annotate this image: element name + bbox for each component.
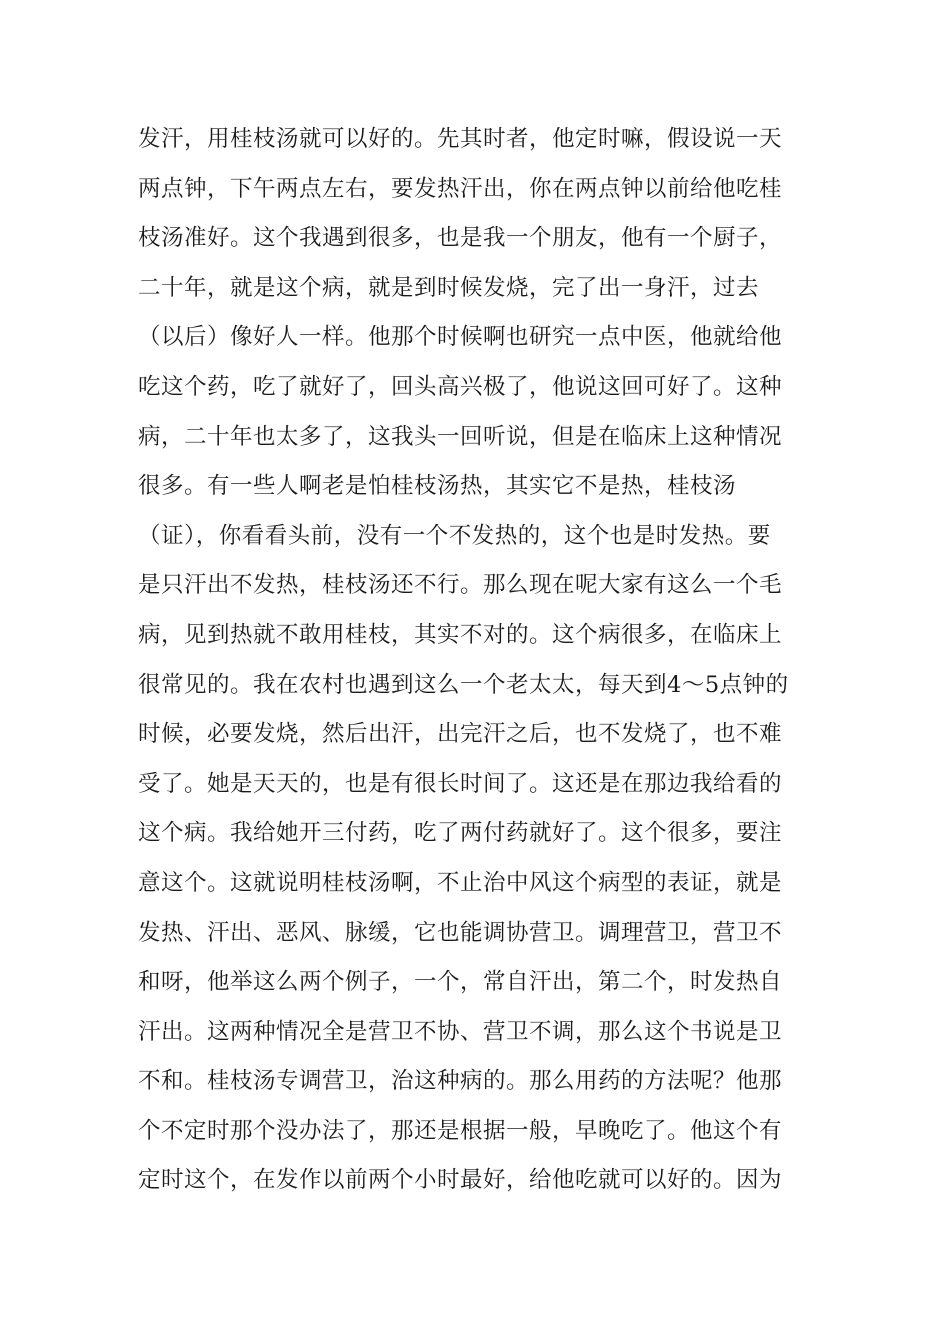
text-line-10: 是只汗出不发热，桂枝汤还不行。那么现在呢大家有这么一个毛 <box>138 572 783 599</box>
text-line-15: 这个病。我给她开三付药，吃了两付药就好了。这个很多，要注 <box>138 820 783 847</box>
text-line-22: 定时这个，在发作以前两个小时最好，给他吃就可以好的。因为 <box>138 1167 783 1194</box>
text-line-11: 病，见到热就不敢用桂枝，其实不对的。这个病很多，在临床上 <box>138 621 783 648</box>
text-line-7: 病，二十年也太多了，这我头一回听说，但是在临床上这种情况 <box>138 423 783 450</box>
text-line-17: 发热、汗出、恶风、脉缓，它也能调协营卫。调理营卫，营卫不 <box>138 919 783 946</box>
text-line-18: 和呀，他举这么两个例子，一个，常自汗出，第二个，时发热自 <box>138 969 783 996</box>
text-line-5: （以后）像好人一样。他那个时候啊也研究一点中医，他就给他 <box>138 324 783 351</box>
text-line-2: 两点钟，下午两点左右，要发热汗出，你在两点钟以前给他吃桂 <box>138 175 783 202</box>
text-line-8: 很多。有一些人啊老是怕桂枝汤热，其实它不是热，桂枝汤 <box>138 473 737 500</box>
text-line-14: 受了。她是天天的，也是有很长时间了。这还是在那边我给看的 <box>138 770 783 797</box>
text-line-9: （证），你看看头前，没有一个不发热的，这个也是时发热。要 <box>138 522 771 549</box>
text-line-3: 枝汤准好。这个我遇到很多，也是我一个朋友，他有一个厨子， <box>138 225 783 252</box>
text-line-4: 二十年，就是这个病，就是到时候发烧，完了出一身汗，过去 <box>138 274 760 301</box>
text-line-20: 不和。桂枝汤专调营卫，治这种病的。那么用药的方法呢？他那 <box>138 1068 783 1095</box>
body-text <box>138 115 818 1206</box>
text-line-13: 时候，必要发烧，然后出汗，出完汗之后，也不发烧了，也不难 <box>138 721 783 748</box>
text-line-21: 个不定时那个没办法了，那还是根据一般，早晚吃了。他这个有 <box>138 1117 783 1144</box>
text-line-1: 发汗，用桂枝汤就可以好的。先其时者，他定时嘛，假设说一天 <box>138 126 783 152</box>
text-line-16: 意这个。这就说明桂枝汤啊，不止治中风这个病型的表证，就是 <box>138 869 783 896</box>
text-line-19: 汗出。这两种情况全是营卫不协、营卫不调，那么这个书说是卫 <box>138 1018 783 1045</box>
text-line-12: 很常见的。我在农村也遇到这么一个老太太，每天到4～5点钟的 <box>138 671 789 698</box>
text-line-6: 吃这个药，吃了就好了，回头高兴极了，他说这回可好了。这种 <box>138 373 783 400</box>
